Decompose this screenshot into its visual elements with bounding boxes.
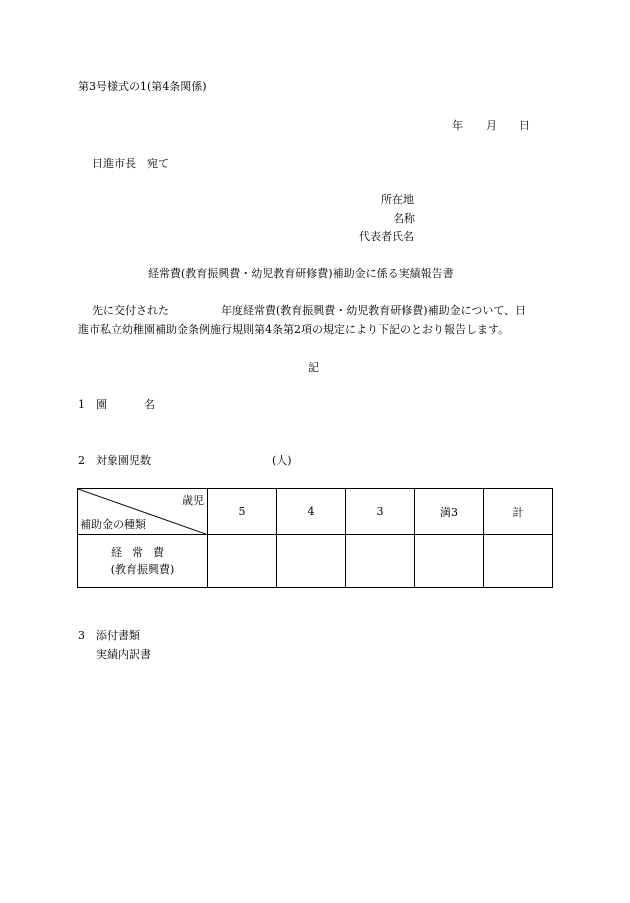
section2-number: 2 bbox=[78, 454, 85, 467]
applicant-representative-label: 代表者氏名 bbox=[359, 230, 414, 243]
body-line1-a: 先に交付された bbox=[92, 304, 169, 317]
section1-number: 1 bbox=[78, 398, 85, 411]
table-cell[interactable] bbox=[484, 535, 553, 588]
column-header: 4 bbox=[277, 489, 346, 535]
ki-heading: 記 bbox=[308, 361, 319, 374]
body-line2: 進市私立幼稚園補助金条例施行規則第4条第2項の規定により下記のとおり報告します。 bbox=[78, 323, 510, 336]
table-corner-cell bbox=[78, 489, 208, 535]
addressee: 日進市長 宛て bbox=[92, 157, 169, 170]
section3-number: 3 bbox=[78, 629, 85, 642]
date-month: 月 bbox=[486, 119, 497, 132]
table-cell[interactable] bbox=[415, 535, 484, 588]
form-number: 第3号様式の1(第4条関係) bbox=[78, 80, 207, 93]
row-label-sub: (教育振興費) bbox=[110, 563, 175, 577]
date-day: 日 bbox=[519, 119, 530, 132]
row-label-main: 経常費 bbox=[111, 546, 174, 560]
column-header: 計 bbox=[484, 489, 553, 535]
applicant-name-label: 名称 bbox=[393, 212, 415, 225]
date-year: 年 bbox=[452, 119, 463, 132]
table-cell[interactable] bbox=[346, 535, 415, 588]
body-line1-b: 年度経常費(教育振興費・幼児教育研修費)補助金について、日 bbox=[221, 304, 527, 317]
document-title: 経常費(教育振興費・幼児教育研修費)補助金に係る実績報告書 bbox=[148, 267, 454, 280]
section2-label: 対象園児数 bbox=[96, 454, 151, 467]
corner-bottom-label: 補助金の種類 bbox=[80, 518, 146, 532]
column-header: 3 bbox=[346, 489, 415, 535]
row-label-cell bbox=[78, 535, 208, 588]
corner-top-label: 歳児 bbox=[182, 494, 204, 507]
applicant-address-label: 所在地 bbox=[381, 193, 414, 206]
section1-label-b: 名 bbox=[144, 398, 155, 411]
table-header-row bbox=[78, 489, 553, 535]
column-header: 5 bbox=[208, 489, 277, 535]
section3-item: 実績内訳書 bbox=[96, 648, 151, 661]
section1-label-a: 園 bbox=[96, 398, 107, 411]
column-header: 満3 bbox=[415, 489, 484, 535]
table-cell[interactable] bbox=[208, 535, 277, 588]
section3-label: 添付書類 bbox=[96, 629, 140, 642]
table-cell[interactable] bbox=[277, 535, 346, 588]
table-row bbox=[78, 535, 553, 588]
children-count-table bbox=[77, 488, 553, 588]
section2-unit: (人) bbox=[272, 454, 292, 467]
